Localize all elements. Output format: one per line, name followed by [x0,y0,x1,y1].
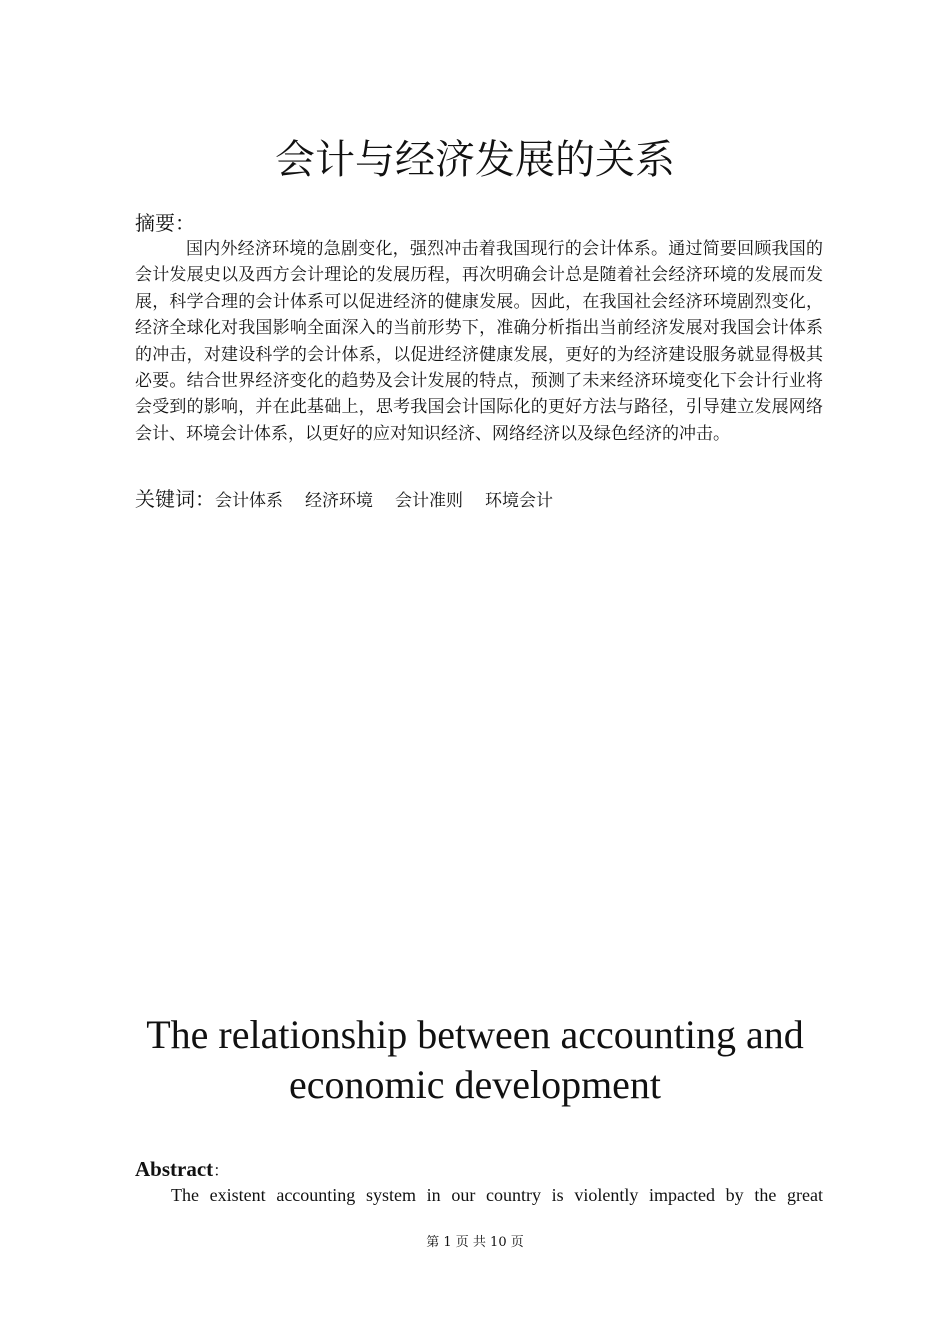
chinese-abstract-label: 摘要： [135,211,195,235]
english-title-line-1: The relationship between accounting and [146,1012,804,1057]
english-title [0,1010,950,1110]
english-abstract-label-text: Abstract [135,1157,214,1181]
keyword-item: 环境会计 [485,491,553,511]
page-footer: 第 1 页 共 10 页 [426,1235,524,1250]
keyword-item: 会计准则 [395,491,463,511]
keywords-label: 关键词： [135,487,215,511]
keyword-item: 会计体系 [215,491,283,511]
english-abstract-body: The existent accounting system in our country is violently impacted by the great [171,1185,823,1205]
chinese-title: 会计与经济发展的关系 [275,137,675,183]
english-title-line-2: economic development [288,1062,662,1107]
chinese-abstract-body: 国内外经济环境的急剧变化，强烈冲击着我国现行的会计体系。通过简要回顾我国的会计发展史以及西方会计理论的发展历程，再次明确会计总是随着社会经济环境的发展而发展，科学合理的会计体系可以促进经济的健康发展。因此，在我国社会经济环境剧烈变化，经济全球化对我国影响全面深入的当前形势下，准确分析指出当前经济发展对我国会计体系的冲击，对建设科学的会计体系，以促进经济健康发展，更好的为经济建设服务就显得极其必要。结合世界经济变化的趋势及会计发展的特点，预测了未来经济环境变化下会计行业将会受到的影响，并在此基础上，思考我国会计国际化的更好方法与路径，引导建立发展网络会计、环境会计体系，以更好的应对知识经济、网络经济以及绿色经济的冲击。 [135,239,823,444]
english-abstract-colon: ： [213,1163,230,1180]
english-abstract-label [135,1157,229,1182]
chinese-keywords [135,486,575,512]
keyword-item: 经济环境 [305,491,373,511]
